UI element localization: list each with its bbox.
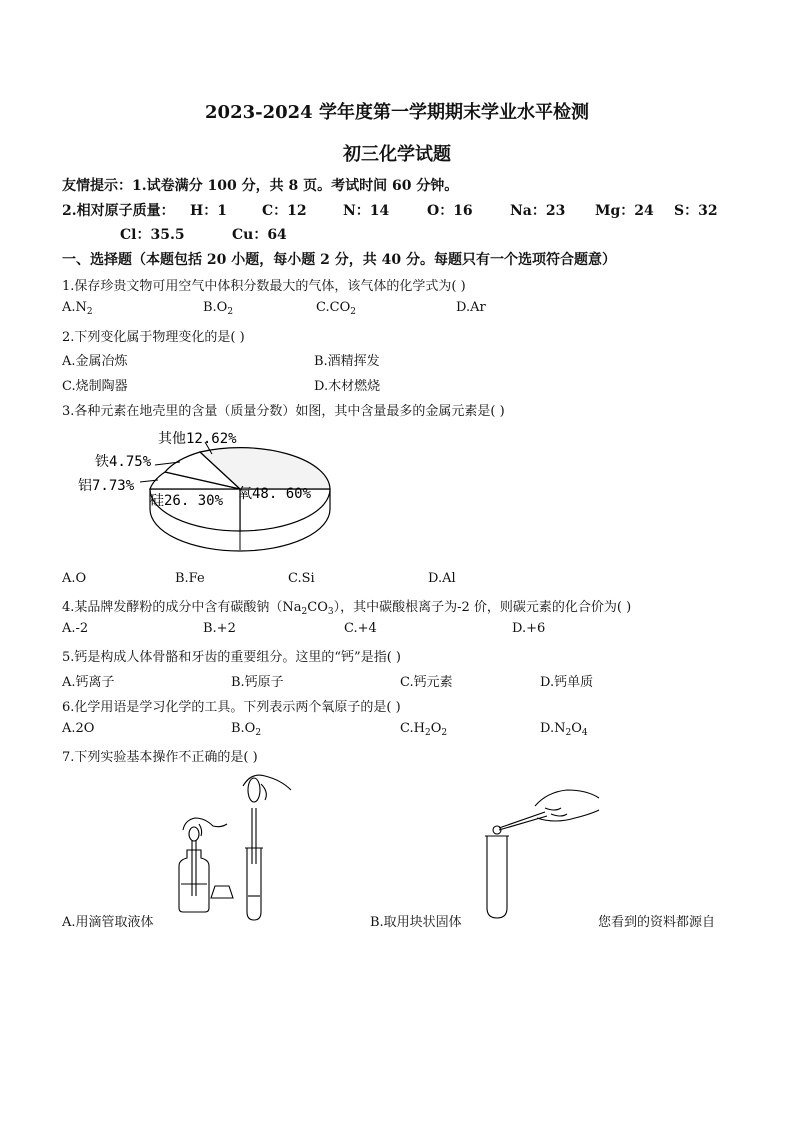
- q5-option-a[interactable]: A.钙离子: [62, 675, 115, 690]
- atomic-mass-mg: Mg：24: [595, 203, 654, 219]
- q2-option-a[interactable]: A.金属冶炼: [62, 354, 128, 369]
- atomic-mass-c: C：12: [262, 203, 307, 219]
- atomic-mass-cu: Cu：64: [232, 227, 287, 243]
- question-6-stem: 6.化学用语是学习化学的工具。下列表示两个氧原子的是( ): [62, 700, 401, 715]
- atomic-mass-s: S：32: [674, 203, 718, 219]
- section-heading: 一、选择题（本题包括 20 小题，每小题 2 分，共 40 分。每题只有一个选项符合题意）: [62, 252, 616, 268]
- question-1-stem: 1.保存珍贵文物可用空气中体积分数最大的气体，该气体的化学式为( ): [62, 279, 466, 294]
- question-2-stem: 2.下列变化属于物理变化的是( ): [62, 330, 245, 345]
- illustration-tweezers-solid: [475, 778, 605, 923]
- q4-option-b[interactable]: B.+2: [203, 621, 236, 636]
- atomic-mass-na: Na：23: [510, 203, 566, 219]
- q5-option-d[interactable]: D.钙单质: [540, 675, 594, 690]
- q7-caption-a: A.用滴管取液体: [62, 915, 154, 930]
- q5-option-c[interactable]: C.钙元素: [400, 675, 453, 690]
- pie-label-aluminum: 铝7.73%: [78, 478, 135, 494]
- atomic-mass-cl: Cl：35.5: [120, 227, 185, 243]
- q1-option-a[interactable]: $A.N_2$: [62, 300, 93, 317]
- q4-option-c[interactable]: C.+4: [344, 621, 377, 636]
- atomic-mass-o: O：16: [427, 203, 473, 219]
- exam-subtitle: 初三化学试题: [343, 144, 451, 165]
- q3-option-a[interactable]: A.O: [62, 571, 87, 586]
- q2-option-c[interactable]: C.烧制陶器: [62, 379, 128, 394]
- q6-option-a[interactable]: A.2O: [62, 721, 95, 736]
- atomic-mass-n: N：14: [343, 203, 390, 219]
- q6-option-b[interactable]: $B.O_2$: [231, 721, 262, 738]
- q5-option-b[interactable]: B.钙原子: [231, 675, 284, 690]
- q1-option-b[interactable]: $B.O_2$: [203, 300, 234, 317]
- source-note: 您看到的资料都源自: [598, 915, 716, 930]
- atomic-mass-h: H：1: [190, 203, 227, 219]
- question-5-stem: 5.钙是构成人体骨骼和牙齿的重要组分。这里的“钙”是指( ): [62, 650, 401, 665]
- pie-label-silicon: 硅26. 30%: [150, 493, 224, 509]
- question-3-stem: 3.各种元素在地壳里的含量（质量分数）如图，其中含量最多的金属元素是( ): [62, 404, 505, 419]
- pie-label-iron: 铁4.75%: [95, 454, 152, 470]
- q1-option-c[interactable]: $C.CO_2$: [316, 300, 356, 317]
- q7-caption-b: B.取用块状固体: [370, 915, 462, 930]
- q3-option-b[interactable]: B.Fe: [175, 571, 205, 586]
- q3-option-c[interactable]: C.Si: [288, 571, 315, 586]
- q6-option-d[interactable]: $D.N_2O_4$: [540, 721, 588, 738]
- q3-option-d[interactable]: D.Al: [428, 571, 456, 586]
- q2-option-d[interactable]: D.木材燃烧: [314, 379, 381, 394]
- illustration-dropper-liquid: [165, 768, 300, 923]
- q6-option-c[interactable]: $C.H_2O_2$: [400, 721, 448, 738]
- question-7-stem: 7.下列实验基本操作不正确的是( ): [62, 750, 258, 765]
- q4-option-a[interactable]: A.-2: [62, 621, 89, 636]
- atomic-mass-label: 2.相对原子质量：: [62, 203, 175, 219]
- friendly-tip: 友情提示：1.试卷满分 100 分，共 8 页。考试时间 60 分钟。: [62, 178, 459, 194]
- question-4-stem: 4.某品牌发酵粉的成分中含有碳酸钠$(Na_2CO_3)$，其中碳酸根离子为-2 价，则碳元素的化合价为( ): [62, 600, 632, 617]
- crust-element-pie-chart: [70, 422, 340, 572]
- q2-option-b[interactable]: B.酒精挥发: [314, 354, 380, 369]
- pie-label-other: 其他12.62%: [158, 431, 237, 447]
- exam-title: 2023-2024 学年度第一学期期末学业水平检测: [205, 102, 589, 123]
- pie-label-oxygen: 氧48. 60%: [238, 486, 312, 502]
- q1-option-d[interactable]: D.Ar: [456, 300, 486, 315]
- q4-option-d[interactable]: D.+6: [512, 621, 546, 636]
